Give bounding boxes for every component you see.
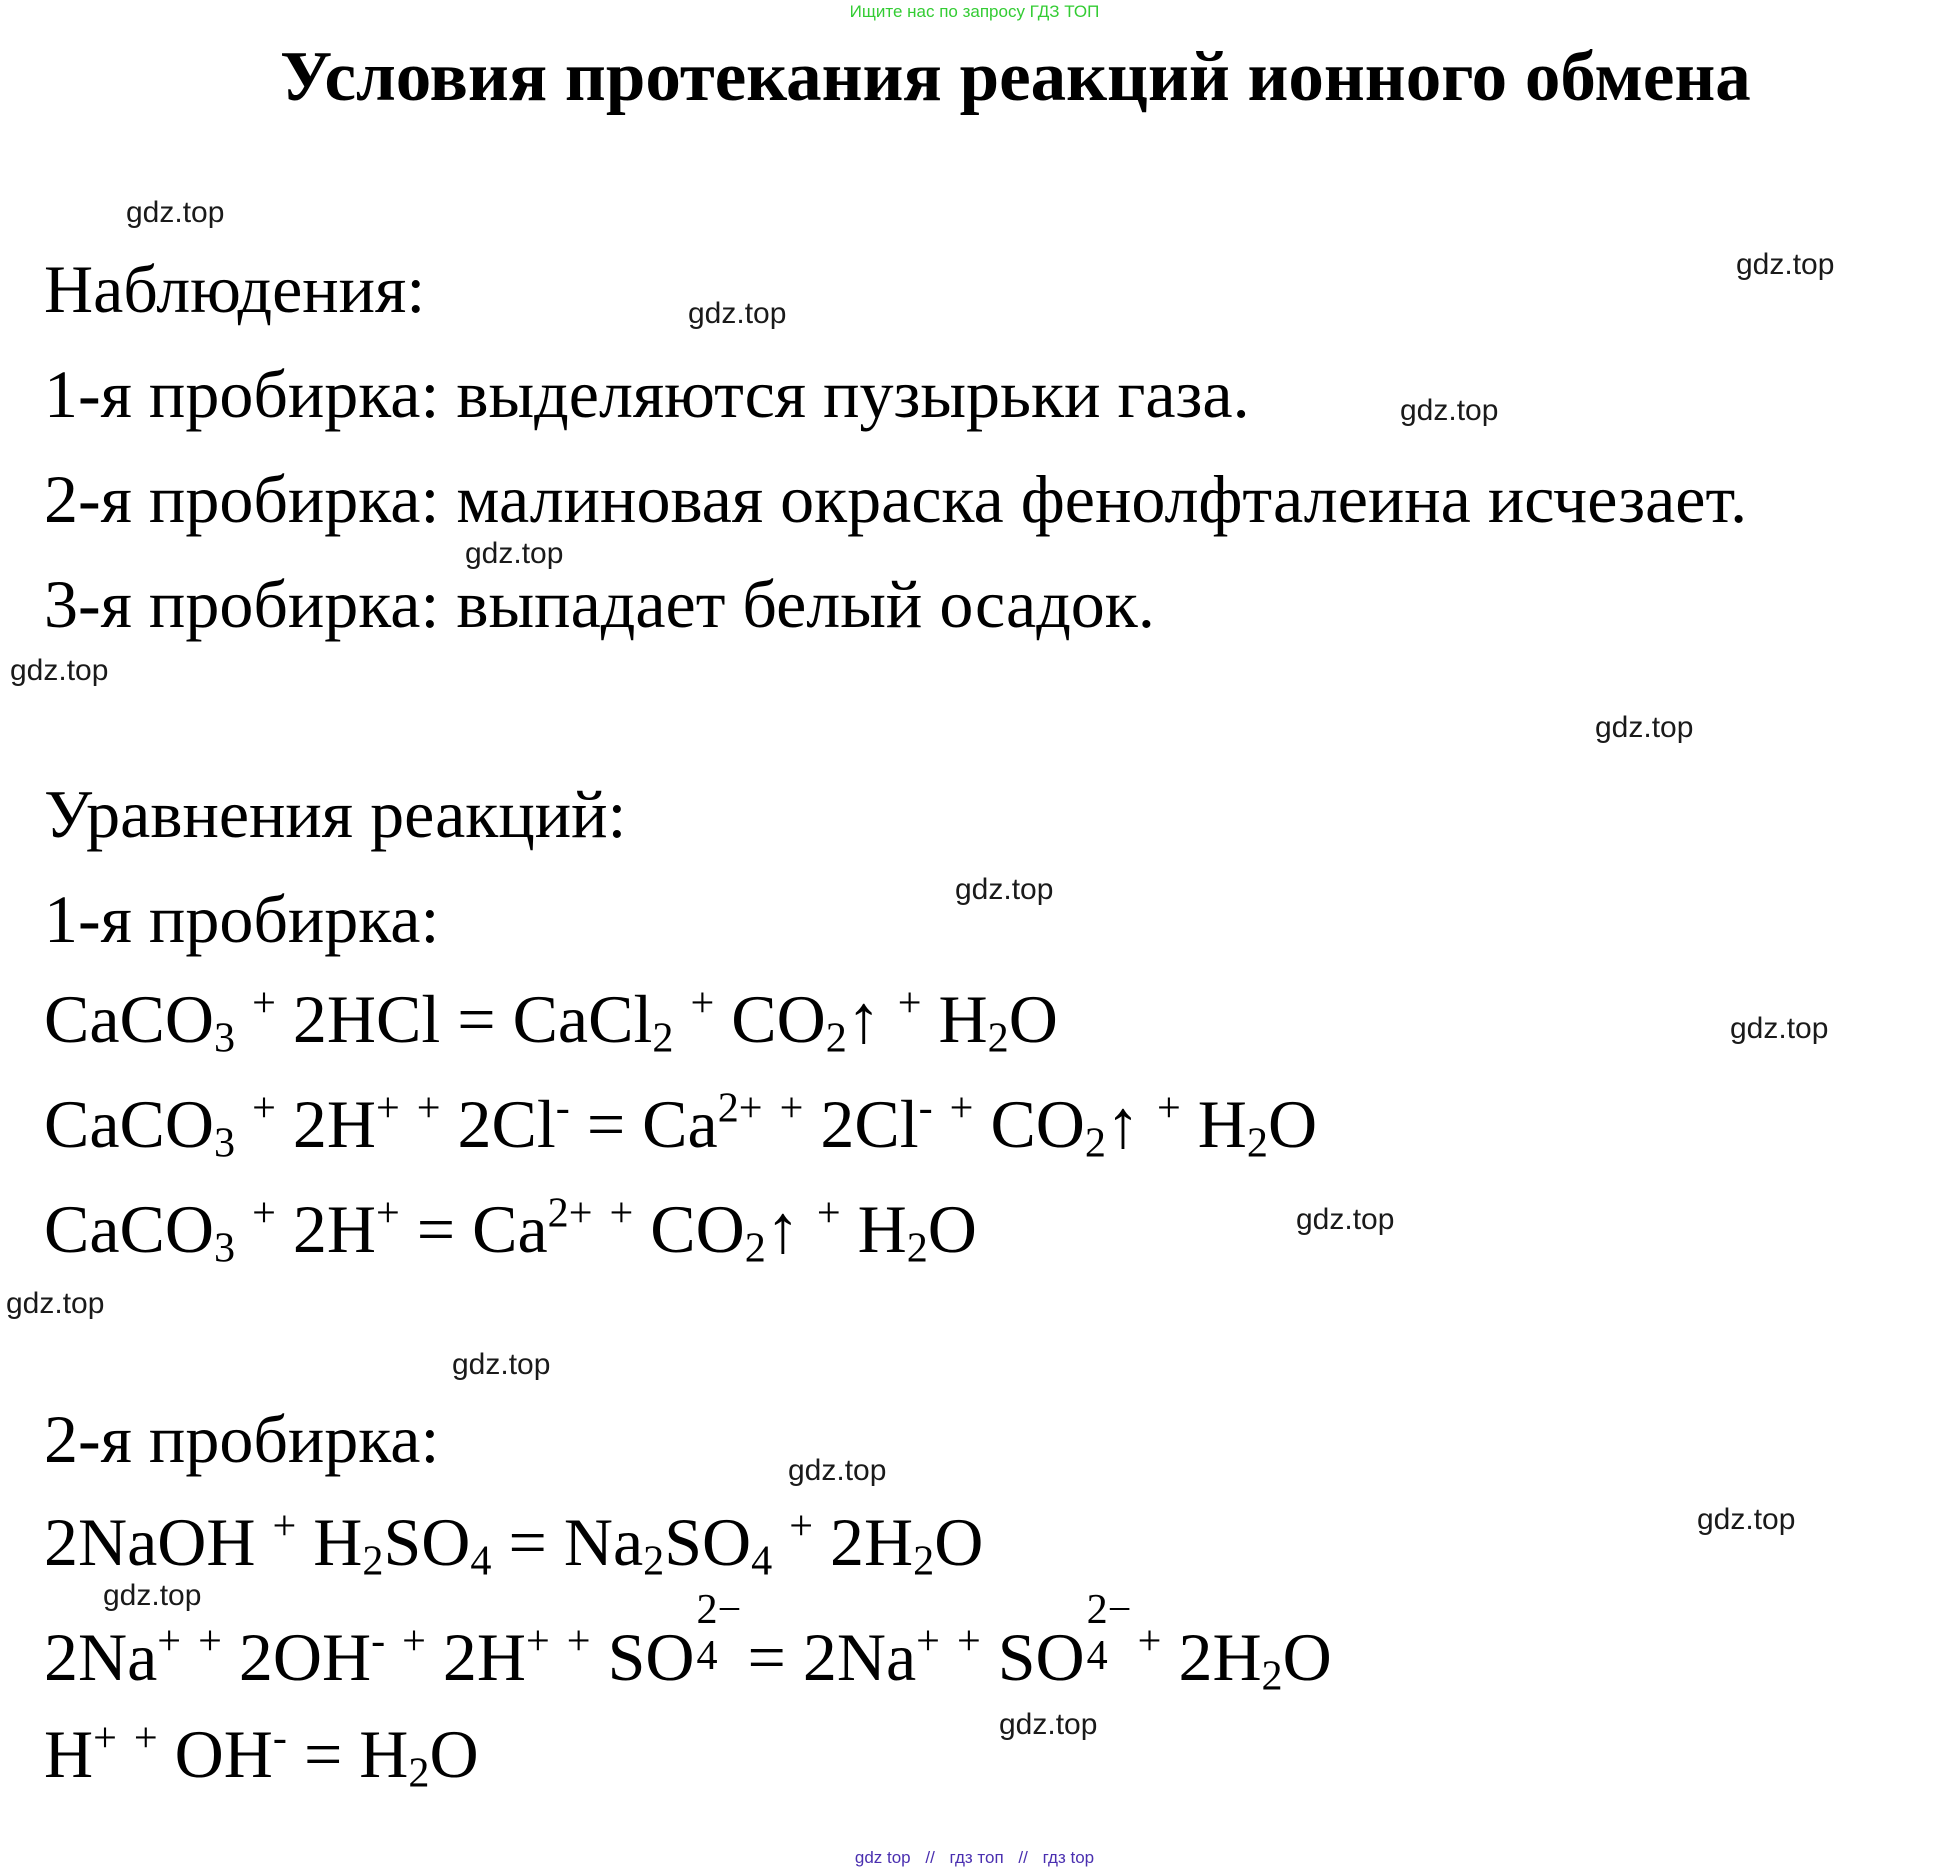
watermark: gdz.top	[1697, 1503, 1796, 1536]
watermark: gdz.top	[1595, 711, 1694, 744]
footer-separator: //	[1018, 1848, 1028, 1867]
watermark: gdz.top	[688, 297, 787, 330]
watermark: gdz.top	[1400, 394, 1499, 427]
watermark: gdz.top	[126, 196, 225, 229]
tube2-equation-full-ionic: 2Na+ + 2OH- + 2H+ + SO 2− 4 = 2Na+ + SO 2− 4 + $2H_2O$	[44, 1585, 1332, 1700]
equations-heading: Уравнения реакций:	[44, 776, 627, 852]
watermark: gdz.top	[465, 537, 564, 570]
observation-line-1: 1-я пробирка: выделяются пузырьки газа.	[44, 356, 1250, 432]
observation-line-3: 3-я пробирка: выпадает белый осадок.	[44, 566, 1155, 642]
footer-link-3[interactable]: гдз top	[1042, 1848, 1095, 1867]
watermark: gdz.top	[999, 1708, 1098, 1741]
tube1-equation-molecular: CaCO$_3$ + 2HCl = CaCl$_2$ + $CO_2↑$ + $H_2O$	[44, 979, 1058, 1062]
footer-link-2[interactable]: гдз топ	[949, 1848, 1004, 1867]
tube2-label: 2-я пробирка:	[44, 1401, 440, 1477]
watermark: gdz.top	[1730, 1012, 1829, 1045]
observations-heading: Наблюдения:	[44, 251, 426, 327]
watermark: gdz.top	[6, 1287, 105, 1320]
tube2-equation-short-ionic: H+ + $OH^- = H_2O$	[44, 1714, 479, 1797]
footer-separator: //	[925, 1848, 935, 1867]
watermark: gdz.top	[10, 654, 109, 687]
watermark: gdz.top	[1736, 248, 1835, 281]
watermark: gdz.top	[955, 873, 1054, 906]
watermark: gdz.top	[1296, 1203, 1395, 1236]
observation-line-2: 2-я пробирка: малиновая окраска фенолфталеина исчезает.	[44, 461, 1748, 537]
top-note: Ищите нас по запросу ГДЗ ТОП	[849, 2, 1100, 21]
watermark: gdz.top	[452, 1348, 551, 1381]
page-title: Условия протекания реакций ионного обмена	[280, 38, 1751, 116]
footer	[0, 1848, 1949, 1868]
tube1-equation-short-ionic: CaCO$_3$ + $2H^+ = Ca^{2+}$ + $CO_2↑$ + $H_2O$	[44, 1189, 977, 1272]
footer-link-1[interactable]: gdz top	[854, 1848, 911, 1867]
tube1-equation-full-ionic: CaCO$_3$ + 2H+ + $2Cl^- = Ca^{2+}$ + 2Cl- + $CO_2↑$ + $H_2O$	[44, 1084, 1318, 1167]
tube2-equation-molecular: 2NaOH + $H_2SO_4 = Na_2SO_4$ + $2H_2O$	[44, 1502, 984, 1585]
watermark: gdz.top	[788, 1454, 887, 1487]
tube1-label: 1-я пробирка:	[44, 881, 440, 957]
watermark: gdz.top	[103, 1579, 202, 1612]
